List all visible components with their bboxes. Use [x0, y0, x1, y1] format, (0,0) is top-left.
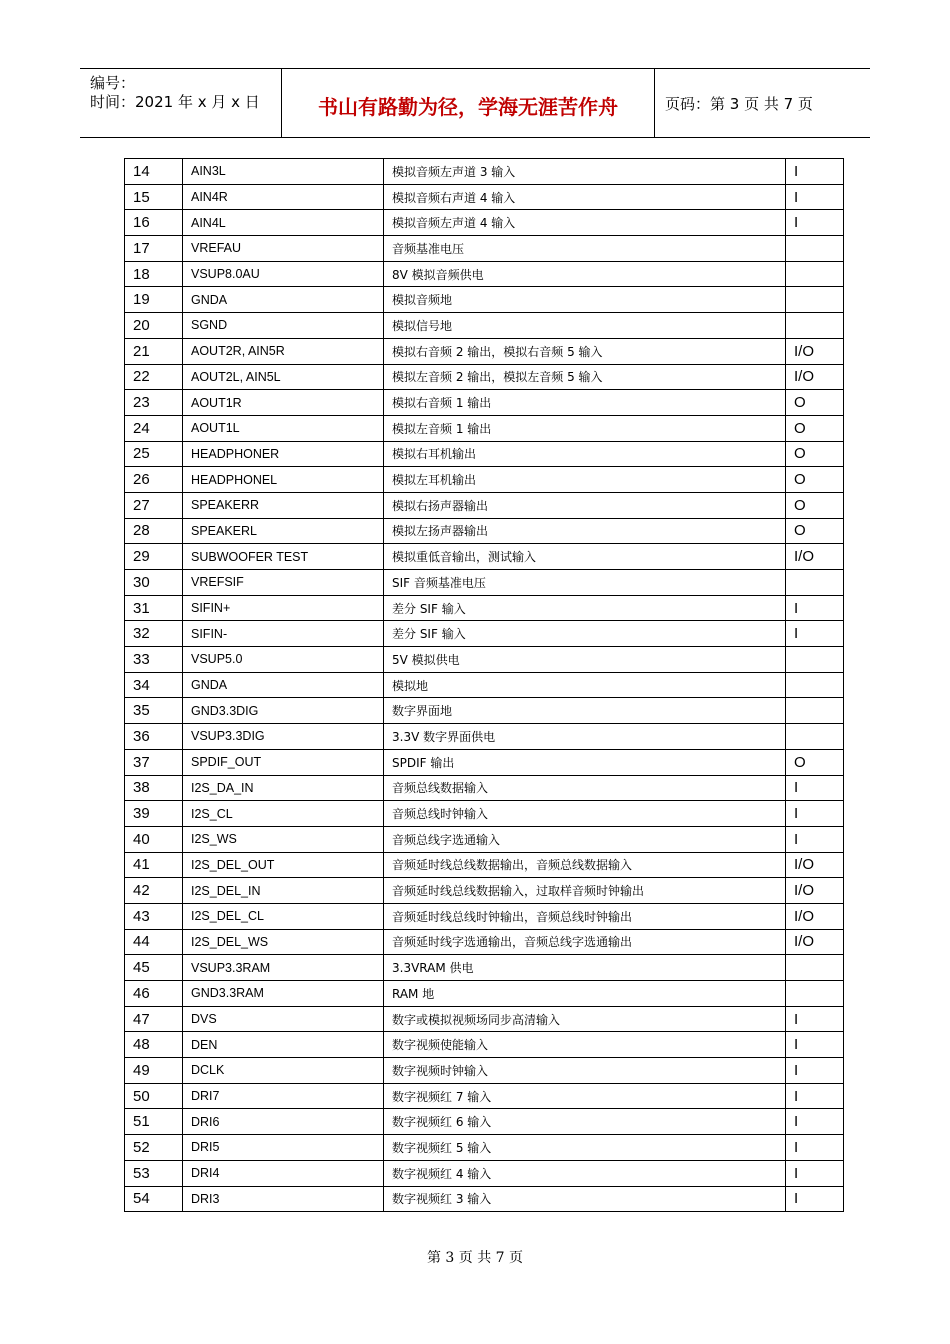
table-row [125, 647, 844, 673]
pin-number-cell: 43 [125, 903, 183, 929]
pin-number-cell: 17 [125, 236, 183, 262]
signal-name-cell: I2S_DEL_WS [183, 929, 384, 955]
io-type-cell [786, 570, 844, 596]
pin-number-cell: 26 [125, 467, 183, 493]
description-cell: 模拟右音频 1 输出 [384, 390, 786, 416]
table-row [125, 595, 844, 621]
pin-number-cell: 27 [125, 492, 183, 518]
signal-name-cell: SIFIN+ [183, 595, 384, 621]
pin-table-body [125, 159, 844, 1212]
description-cell: 音频延时线总线时钟输出，音频总线时钟输出 [384, 903, 786, 929]
pin-number-cell: 41 [125, 852, 183, 878]
signal-name-cell: SPDIF_OUT [183, 749, 384, 775]
signal-name-cell: HEADPHONEL [183, 467, 384, 493]
io-type-cell: I/O [786, 338, 844, 364]
date-text: 时间：2021 年 x 月 x 日 [90, 93, 260, 111]
pin-number-cell: 24 [125, 415, 183, 441]
description-cell: 模拟信号地 [384, 313, 786, 339]
description-cell: 数字视频红 3 输入 [384, 1186, 786, 1212]
io-type-cell: I [786, 1109, 844, 1135]
description-cell: 模拟音频左声道 4 输入 [384, 210, 786, 236]
table-row [125, 544, 844, 570]
table-row [125, 415, 844, 441]
signal-name-cell: I2S_DEL_CL [183, 903, 384, 929]
io-type-cell [786, 261, 844, 287]
signal-name-cell: AOUT2R, AIN5R [183, 338, 384, 364]
signal-name-cell: I2S_WS [183, 826, 384, 852]
description-cell: 音频基准电压 [384, 236, 786, 262]
table-row [125, 1135, 844, 1161]
signal-name-cell: AIN4L [183, 210, 384, 236]
signal-name-cell: GND3.3RAM [183, 981, 384, 1007]
io-type-cell: I [786, 595, 844, 621]
io-type-cell: O [786, 518, 844, 544]
description-cell: 模拟左音频 2 输出，模拟左音频 5 输入 [384, 364, 786, 390]
pin-number-cell: 48 [125, 1032, 183, 1058]
table-row [125, 724, 844, 750]
pin-number-cell: 29 [125, 544, 183, 570]
description-cell: 音频延时线字选通输出，音频总线字选通输出 [384, 929, 786, 955]
description-cell: 音频总线数据输入 [384, 775, 786, 801]
io-type-cell: I [786, 1032, 844, 1058]
signal-name-cell: DEN [183, 1032, 384, 1058]
description-cell: 模拟右耳机输出 [384, 441, 786, 467]
table-row [125, 1083, 844, 1109]
table-row [125, 1058, 844, 1084]
signal-name-cell: DRI6 [183, 1109, 384, 1135]
io-type-cell: I [786, 1006, 844, 1032]
signal-name-cell: I2S_DA_IN [183, 775, 384, 801]
io-type-cell: O [786, 415, 844, 441]
header-motto-cell [282, 69, 655, 137]
table-row [125, 210, 844, 236]
io-type-cell: I [786, 1186, 844, 1212]
signal-name-cell: SGND [183, 313, 384, 339]
io-type-cell: I [786, 801, 844, 827]
pin-number-cell: 22 [125, 364, 183, 390]
pin-number-cell: 51 [125, 1109, 183, 1135]
signal-name-cell: AIN4R [183, 184, 384, 210]
table-row [125, 621, 844, 647]
signal-name-cell: DRI5 [183, 1135, 384, 1161]
description-cell: 模拟左扬声器输出 [384, 518, 786, 544]
table-row [125, 981, 844, 1007]
table-row [125, 1109, 844, 1135]
table-row [125, 1032, 844, 1058]
table-row [125, 878, 844, 904]
pin-number-cell: 25 [125, 441, 183, 467]
io-type-cell: I [786, 210, 844, 236]
pin-number-cell: 46 [125, 981, 183, 1007]
description-cell: 音频延时线总线数据输出，音频总线数据输入 [384, 852, 786, 878]
pin-number-cell: 21 [125, 338, 183, 364]
pin-number-cell: 54 [125, 1186, 183, 1212]
table-row [125, 1006, 844, 1032]
table-row [125, 236, 844, 262]
signal-name-cell: GNDA [183, 672, 384, 698]
description-cell: 模拟右音频 2 输出，模拟右音频 5 输入 [384, 338, 786, 364]
signal-name-cell: SIFIN- [183, 621, 384, 647]
pin-number-cell: 53 [125, 1160, 183, 1186]
pin-number-cell: 28 [125, 518, 183, 544]
pin-number-cell: 14 [125, 159, 183, 185]
pin-number-cell: 33 [125, 647, 183, 673]
description-cell: RAM 地 [384, 981, 786, 1007]
table-row [125, 441, 844, 467]
signal-name-cell: AOUT1R [183, 390, 384, 416]
header-page-cell [655, 69, 870, 137]
io-type-cell: I [786, 1135, 844, 1161]
description-cell: 模拟右扬声器输出 [384, 492, 786, 518]
signal-name-cell: VSUP8.0AU [183, 261, 384, 287]
io-type-cell [786, 313, 844, 339]
description-cell: 差分 SIF 输入 [384, 621, 786, 647]
table-row [125, 826, 844, 852]
signal-name-cell: DVS [183, 1006, 384, 1032]
description-cell: 模拟音频地 [384, 287, 786, 313]
table-row [125, 749, 844, 775]
page-footer: 第 3 页 共 7 页 [426, 1250, 524, 1266]
pin-number-cell: 40 [125, 826, 183, 852]
io-type-cell: I/O [786, 364, 844, 390]
description-cell: SIF 音频基准电压 [384, 570, 786, 596]
io-type-cell: O [786, 390, 844, 416]
pin-number-cell: 38 [125, 775, 183, 801]
pin-number-cell: 47 [125, 1006, 183, 1032]
table-row [125, 518, 844, 544]
io-type-cell: O [786, 492, 844, 518]
signal-name-cell: I2S_CL [183, 801, 384, 827]
pin-number-cell: 30 [125, 570, 183, 596]
pin-number-cell: 32 [125, 621, 183, 647]
description-cell: 数字或模拟视频场同步高清输入 [384, 1006, 786, 1032]
io-type-cell: I [786, 159, 844, 185]
io-type-cell: I [786, 1058, 844, 1084]
table-row [125, 287, 844, 313]
signal-name-cell: DRI7 [183, 1083, 384, 1109]
description-cell: 数字视频红 5 输入 [384, 1135, 786, 1161]
description-cell: 模拟左耳机输出 [384, 467, 786, 493]
table-row [125, 698, 844, 724]
pin-number-cell: 45 [125, 955, 183, 981]
io-type-cell: I [786, 826, 844, 852]
io-type-cell: I/O [786, 903, 844, 929]
io-type-cell: I/O [786, 929, 844, 955]
description-cell: 3.3V 数字界面供电 [384, 724, 786, 750]
description-cell: 模拟音频左声道 3 输入 [384, 159, 786, 185]
pin-number-cell: 20 [125, 313, 183, 339]
pin-number-cell: 23 [125, 390, 183, 416]
io-type-cell: O [786, 749, 844, 775]
pin-number-cell: 52 [125, 1135, 183, 1161]
signal-name-cell: GND3.3DIG [183, 698, 384, 724]
table-row [125, 801, 844, 827]
description-cell: 模拟左音频 1 输出 [384, 415, 786, 441]
signal-name-cell: I2S_DEL_IN [183, 878, 384, 904]
table-row [125, 467, 844, 493]
description-cell: 数字视频红 6 输入 [384, 1109, 786, 1135]
table-row [125, 159, 844, 185]
pin-number-cell: 50 [125, 1083, 183, 1109]
description-cell: 差分 SIF 输入 [384, 595, 786, 621]
description-cell: 数字视频红 4 输入 [384, 1160, 786, 1186]
io-type-cell [786, 287, 844, 313]
table-row [125, 1160, 844, 1186]
signal-name-cell: AOUT2L, AIN5L [183, 364, 384, 390]
table-row [125, 338, 844, 364]
signal-name-cell: AIN3L [183, 159, 384, 185]
pin-number-cell: 37 [125, 749, 183, 775]
table-row [125, 364, 844, 390]
io-type-cell [786, 698, 844, 724]
description-cell: 数字界面地 [384, 698, 786, 724]
table-row [125, 852, 844, 878]
io-type-cell: O [786, 467, 844, 493]
pin-number-cell: 49 [125, 1058, 183, 1084]
pin-number-cell: 39 [125, 801, 183, 827]
table-row [125, 775, 844, 801]
signal-name-cell: AOUT1L [183, 415, 384, 441]
table-row [125, 261, 844, 287]
description-cell: 数字视频时钟输入 [384, 1058, 786, 1084]
signal-name-cell: DCLK [183, 1058, 384, 1084]
io-type-cell [786, 236, 844, 262]
table-row [125, 955, 844, 981]
signal-name-cell: DRI4 [183, 1160, 384, 1186]
table-row [125, 929, 844, 955]
io-type-cell [786, 955, 844, 981]
signal-name-cell: SUBWOOFER TEST [183, 544, 384, 570]
pin-number-cell: 36 [125, 724, 183, 750]
description-cell: 3.3VRAM 供电 [384, 955, 786, 981]
pin-number-cell: 44 [125, 929, 183, 955]
io-type-cell: I [786, 1083, 844, 1109]
io-type-cell: I/O [786, 852, 844, 878]
pin-number-cell: 19 [125, 287, 183, 313]
serial-label: 编号： [90, 74, 136, 92]
table-row [125, 672, 844, 698]
io-type-cell: O [786, 441, 844, 467]
header-page-code: 页码：第 3 页 共 7 页 [665, 95, 813, 113]
pin-number-cell: 15 [125, 184, 183, 210]
signal-name-cell: SPEAKERR [183, 492, 384, 518]
table-row [125, 903, 844, 929]
io-type-cell: I [786, 184, 844, 210]
io-type-cell [786, 672, 844, 698]
description-cell: 8V 模拟音频供电 [384, 261, 786, 287]
io-type-cell: I [786, 1160, 844, 1186]
description-cell: 数字视频使能输入 [384, 1032, 786, 1058]
signal-name-cell: VREFAU [183, 236, 384, 262]
io-type-cell: I/O [786, 878, 844, 904]
signal-name-cell: VREFSIF [183, 570, 384, 596]
description-cell: 模拟音频右声道 4 输入 [384, 184, 786, 210]
io-type-cell [786, 647, 844, 673]
table-row [125, 1186, 844, 1212]
signal-name-cell: DRI3 [183, 1186, 384, 1212]
description-cell: 音频延时线总线数据输入，过取样音频时钟输出 [384, 878, 786, 904]
description-cell: 音频总线字选通输入 [384, 826, 786, 852]
table-row [125, 492, 844, 518]
table-row [125, 570, 844, 596]
description-cell: 5V 模拟供电 [384, 647, 786, 673]
description-cell: 音频总线时钟输入 [384, 801, 786, 827]
io-type-cell [786, 724, 844, 750]
pin-table [124, 158, 844, 1212]
io-type-cell: I [786, 775, 844, 801]
table-row [125, 390, 844, 416]
signal-name-cell: I2S_DEL_OUT [183, 852, 384, 878]
pin-number-cell: 31 [125, 595, 183, 621]
pin-number-cell: 16 [125, 210, 183, 236]
signal-name-cell: VSUP3.3DIG [183, 724, 384, 750]
motto-text: 书山有路勤为径，学海无涯苦作舟 [318, 95, 618, 119]
pin-number-cell: 35 [125, 698, 183, 724]
io-type-cell: I/O [786, 544, 844, 570]
signal-name-cell: VSUP3.3RAM [183, 955, 384, 981]
description-cell: SPDIF 输出 [384, 749, 786, 775]
signal-name-cell: VSUP5.0 [183, 647, 384, 673]
signal-name-cell: GNDA [183, 287, 384, 313]
table-row [125, 184, 844, 210]
pin-number-cell: 18 [125, 261, 183, 287]
io-type-cell [786, 981, 844, 1007]
signal-name-cell: SPEAKERL [183, 518, 384, 544]
table-row [125, 313, 844, 339]
description-cell: 模拟地 [384, 672, 786, 698]
signal-name-cell: HEADPHONER [183, 441, 384, 467]
io-type-cell: I [786, 621, 844, 647]
description-cell: 数字视频红 7 输入 [384, 1083, 786, 1109]
description-cell: 模拟重低音输出，测试输入 [384, 544, 786, 570]
pin-number-cell: 34 [125, 672, 183, 698]
pin-number-cell: 42 [125, 878, 183, 904]
header-meta-cell [80, 69, 282, 137]
page-header [80, 68, 870, 138]
